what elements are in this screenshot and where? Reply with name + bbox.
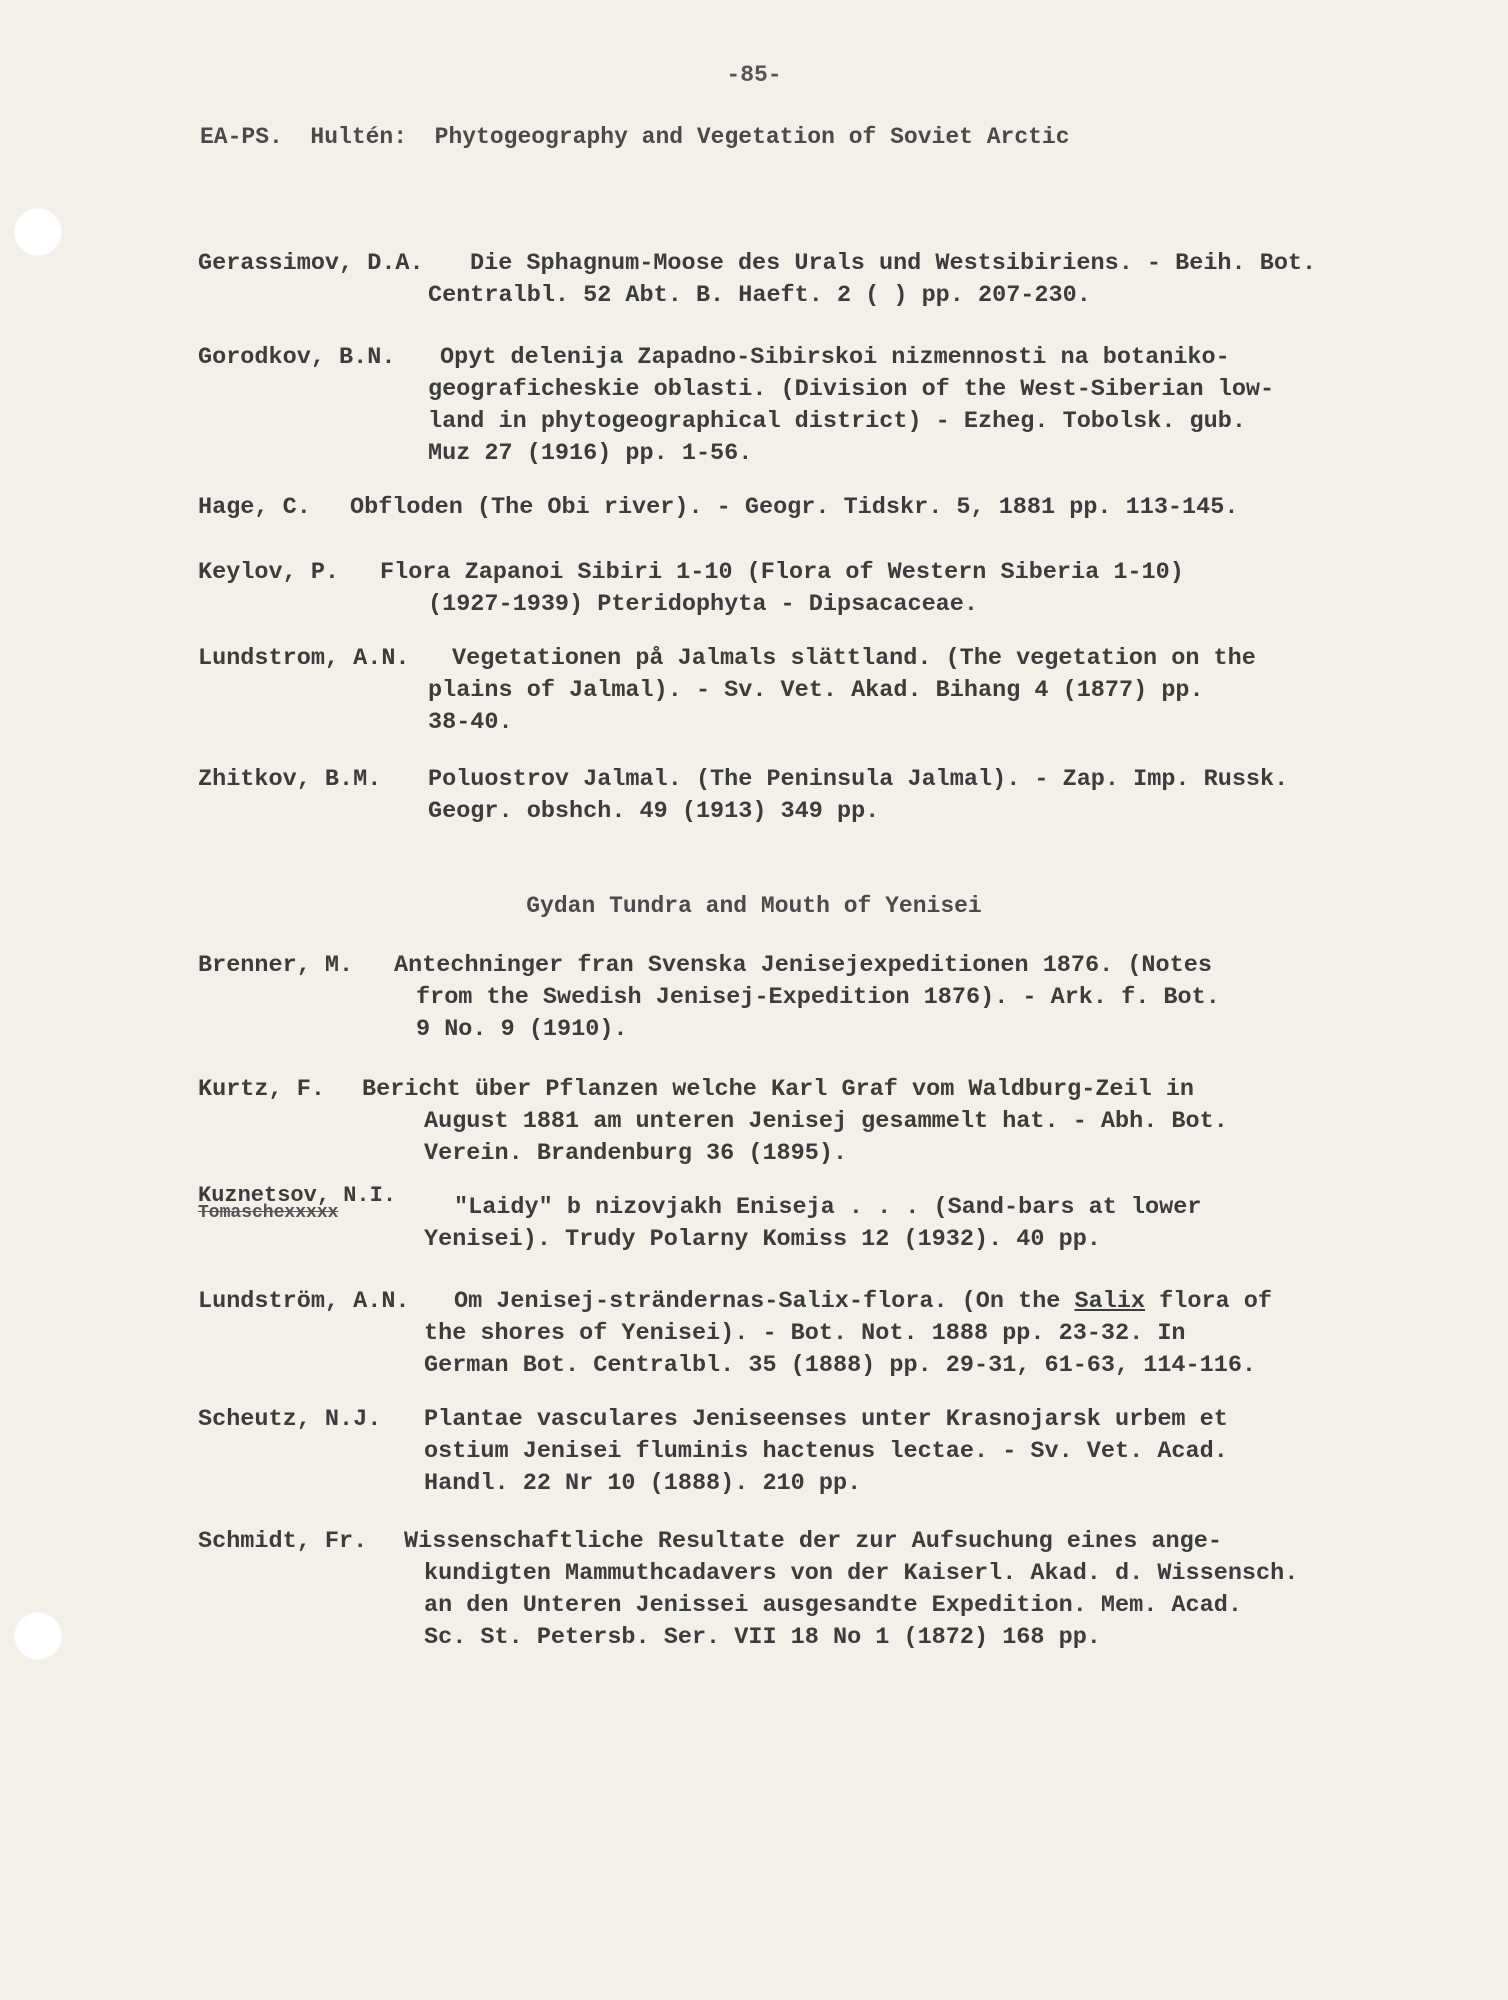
bibliography-entry: [198, 1404, 1398, 1500]
entry-author: Lundstrom, A.N.: [198, 645, 410, 672]
entry-line: Obfloden (The Obi river). - Geogr. Tidskr. 5, 1881 pp. 113-145.: [350, 494, 1239, 521]
bibliography-entry: [198, 557, 1398, 621]
entry-line: Geogr. obshch. 49 (1913) 349 pp.: [428, 798, 880, 825]
entry-line: Poluostrov Jalmal. (The Peninsula Jalmal). - Zap. Imp. Russk.: [428, 766, 1289, 793]
entry-line: Centralbl. 52 Abt. B. Haeft. 2 ( ) pp. 207-230.: [428, 282, 1091, 309]
entry-author: Kurtz, F.: [198, 1076, 325, 1103]
entry-line: the shores of Yenisei). - Bot. Not. 1888 pp. 23-32. In: [424, 1320, 1186, 1347]
entry-line: Bericht über Pflanzen welche Karl Graf vom Waldburg-Zeil in: [362, 1076, 1195, 1103]
entry-line: Sc. St. Petersb. Ser. VII 18 No 1 (1872) 168 pp.: [424, 1624, 1101, 1651]
entry-line: from the Swedish Jenisej-Expedition 1876). - Ark. f. Bot.: [416, 984, 1220, 1011]
bibliography-entry: [198, 764, 1398, 828]
entry-line: Verein. Brandenburg 36 (1895).: [424, 1140, 848, 1167]
punch-hole: [14, 1612, 62, 1660]
entry-author: Lundström, A.N.: [198, 1288, 410, 1315]
page-header: EA-PS. Hultén: Phytogeography and Vegetation of Soviet Arctic: [200, 124, 1070, 150]
entry-line: Yenisei). Trudy Polarny Komiss 12 (1932). 40 pp.: [424, 1226, 1101, 1253]
entry-author: Kuznetsov, N.I.: [198, 1183, 397, 1208]
entry-author: Gorodkov, B.N.: [198, 344, 396, 371]
entry-line-part: Om Jenisej-strändernas-Salix-flora. (On the: [454, 1288, 1075, 1315]
underlined-term: Salix: [1074, 1288, 1146, 1315]
entry-line: Wissenschaftliche Resultate der zur Aufsuchung eines ange-: [404, 1528, 1222, 1555]
entry-line: "Laidy" b nizovjakh Eniseja . . . (Sand-bars at lower: [454, 1194, 1202, 1221]
punch-hole: [14, 208, 62, 256]
entry-line: 38-40.: [428, 709, 513, 736]
bibliography-entry: [198, 1074, 1398, 1170]
entry-line: geograficheskie oblasti. (Division of the West-Siberian low-: [428, 376, 1275, 403]
entry-line: (1927-1939) Pteridophyta - Dipsacaceae.: [428, 591, 978, 618]
entry-author: Zhitkov, B.M.: [198, 766, 382, 793]
entry-line: kundigten Mammuthcadavers von der Kaiserl. Akad. d. Wissensch.: [424, 1560, 1299, 1587]
bibliography-entry: [198, 492, 1398, 524]
entry-author: Gerassimov, D.A.: [198, 250, 424, 277]
entry-line: Plantae vasculares Jeniseenses unter Krasnojarsk urbem et: [424, 1406, 1228, 1433]
struck-author-text: Tomaschexxxxx: [198, 1203, 339, 1223]
bibliography-entry: [198, 1286, 1398, 1382]
entry-line: Opyt delenija Zapadno-Sibirskoi nizmennosti na botaniko-: [440, 344, 1230, 371]
entry-line: German Bot. Centralbl. 35 (1888) pp. 29-31, 61-63, 114-116.: [424, 1352, 1257, 1379]
bibliography-entry: [198, 1183, 1398, 1256]
entry-line: plains of Jalmal). - Sv. Vet. Akad. Bihang 4 (1877) pp.: [428, 677, 1204, 704]
bibliography-entry: [198, 950, 1398, 1046]
entry-author: Hage, C.: [198, 494, 311, 521]
entry-line: an den Unteren Jenissei ausgesandte Expedition. Mem. Acad.: [424, 1592, 1242, 1619]
entry-line: ostium Jenisei fluminis hactenus lectae. - Sv. Vet. Acad.: [424, 1438, 1228, 1465]
entry-line: Vegetationen på Jalmals slättland. (The vegetation on the: [452, 645, 1256, 672]
entry-author: Scheutz, N.J.: [198, 1406, 382, 1433]
entry-line: Handl. 22 Nr 10 (1888). 210 pp.: [424, 1470, 862, 1497]
entry-line: Flora Zapanoi Sibiri 1-10 (Flora of Western Siberia 1-10): [380, 559, 1184, 586]
entry-author: Brenner, M.: [198, 952, 354, 979]
bibliography-entry: [198, 342, 1398, 470]
entry-line: August 1881 am unteren Jenisej gesammelt hat. - Abh. Bot.: [424, 1108, 1228, 1135]
section-title: Gydan Tundra and Mouth of Yenisei: [526, 893, 982, 919]
entry-author: Schmidt, Fr.: [198, 1528, 368, 1555]
entry-line: 9 No. 9 (1910).: [416, 1016, 628, 1043]
bibliography-entry: [198, 1526, 1398, 1654]
entry-author: Keylov, P.: [198, 559, 340, 586]
entry-line: Antechninger fran Svenska Jenisejexpeditionen 1876. (Notes: [394, 952, 1212, 979]
bibliography-entry: [198, 248, 1398, 312]
entry-line: land in phytogeographical district) - Ezheg. Tobolsk. gub.: [428, 408, 1246, 435]
entry-line-part: flora of: [1145, 1288, 1272, 1315]
entry-line: Die Sphagnum-Moose des Urals und Westsibiriens. - Beih. Bot.: [470, 250, 1317, 277]
bibliography-entry: [198, 643, 1398, 739]
entry-line: Muz 27 (1916) pp. 1-56.: [428, 440, 753, 467]
page-number: -85-: [726, 62, 782, 88]
